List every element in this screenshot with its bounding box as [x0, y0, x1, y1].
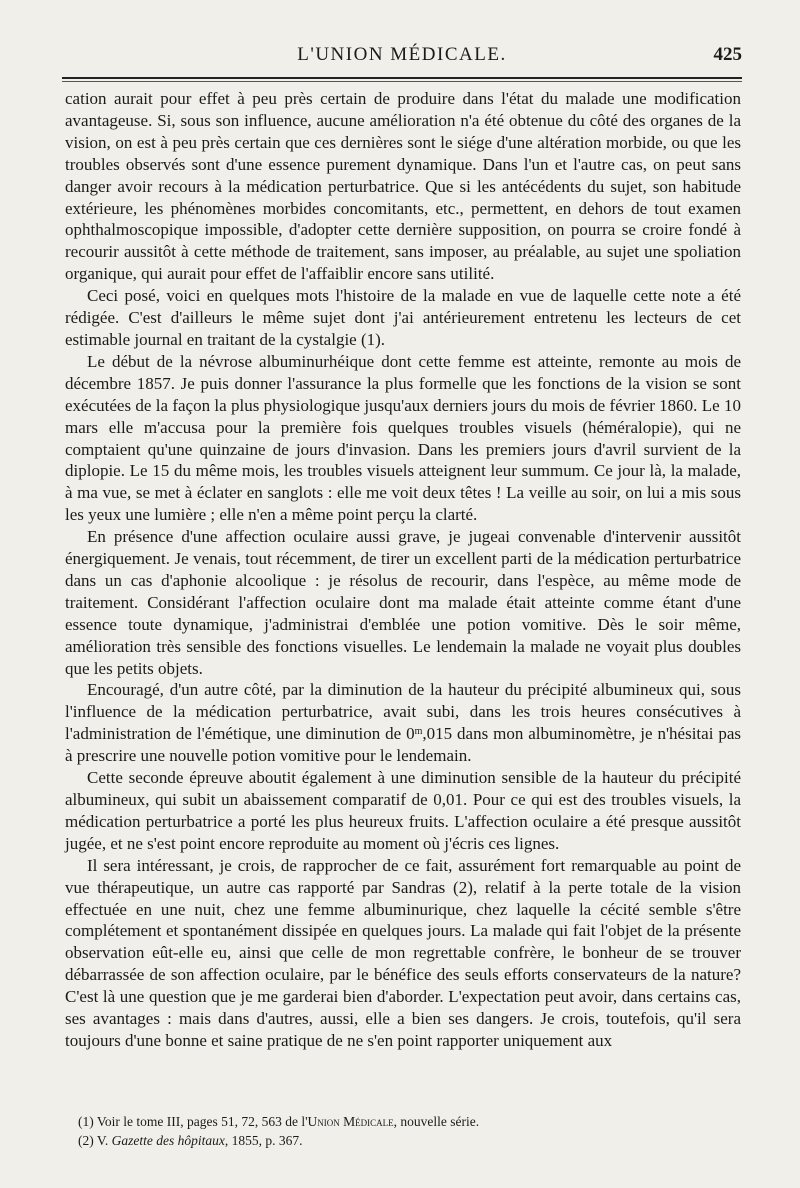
paragraph-text: ,015 dans mon albuminomètre, je n'hésitai pas à prescrire une nouvelle potion vomitive pour le lendemain.: [65, 724, 742, 766]
article-body: [65, 88, 741, 1052]
footnote-text: , nouvelle série.: [393, 1114, 480, 1129]
paragraph: En présence d'une affection oculaire aussi grave, je jugeai convenable d'intervenir aussitôt énergiquement. Je venais, tout récemment, de tirer un excellent parti de la médication perturbatrice dans un cas d'aphonie alcoolique : je résolus de recourir, dans l'espèce, au même mode de traitement. Considérant l'affection oculaire dont ma malade était atteinte comme étant d'une essence toute dynamique, j'administrai d'emblée une potion vomitive. Dès le soir même, amélioration très sensible des fonctions visuelles. Le lendemain la malade ne voyait plus doubles que les petits objets.: [65, 527, 741, 678]
paragraph: Il sera intéressant, je crois, de rapprocher de ce fait, assurément fort remarquable au point de vue thérapeutique, un autre cas rapporté par Sandras (2), relatif à la perte totale de la vision effectuée en une nuit, chez une femme albuminurique, chez laquelle la cécité semble s'être complétement et spontanément dissipée en quelques jours. La malade qui fait l'objet de la présente observation eût-elle eu, ainsi que celle de mon regrettable confrère, le bonheur de se trouver débarrassée de son affection oculaire, par le bénéfice des seuls efforts conservateurs de la nature? C'est là une question que je me garderai bien d'aborder. L'expectation peut avoir, dans certains cas, ses avantages : mais dans d'autres, aussi, elle a bien ses dangers. Je crois, toutefois, qu'il sera toujours d'une bonne et saine pratique de ne s'en point rapporter uniquement aux: [65, 855, 741, 1050]
header-rule: [62, 77, 742, 82]
footnotes: [78, 1112, 738, 1150]
footnote-text: V.: [96, 1133, 112, 1148]
footnote: [78, 1131, 738, 1150]
paragraph: Cette seconde épreuve aboutit également à une diminution sensible de la hauteur du précipité albumineux, qui subit un abaissement comparatif de 0,01. Pour ce qui est des troubles visuels, la médication perturbatrice a porté les plus heureux fruits. L'affection oculaire a été presque aussitôt jugée, et ne s'est point encore reproduite au moment où j'écris ces lignes.: [65, 768, 741, 853]
unit-superscript: m: [414, 726, 423, 738]
paragraph: Le début de la névrose albuminurhéique dont cette femme est atteinte, remonte au mois de décembre 1857. Je puis donner l'assurance la plus formelle que les fonctions de la vision se sont exécutées de la façon la plus physiologique jusqu'aux derniers jours du mois de février 1860. Le 10 mars elle m'accusa pour la première fois quelques troubles visuels (héméralopie), qui ne comptaient qu'une quinzaine de jours d'invasion. Dans les premiers jours d'avril survient de la diplopie. Le 15 du même mois, les troubles visuels atteignent leur summum. Ce jour là, la malade, à ma vue, se met à éclater en sanglots : elle me voit deux têtes ! La veille au soir, on lui a mis sous les yeux une lumière ; elle n'en a même point perçu la clarté.: [65, 351, 741, 525]
paragraph: Ceci posé, voici en quelques mots l'histoire de la malade en vue de laquelle cette note a été rédigée. C'est d'ailleurs le même sujet dont j'ai antérieurement entretenu les lecteurs de cet estimable journal en traitant de la cystalgie (1).: [65, 286, 741, 349]
page-header: [62, 44, 742, 74]
footnote-journal-name: Gazette des hôpitaux: [111, 1133, 225, 1148]
paragraph: [65, 679, 741, 767]
footnote-text: , 1855, p. 367.: [224, 1133, 303, 1148]
paragraph-text: Encouragé, d'un autre côté, par la diminution de la hauteur du précipité albumineux qui, sous l'influence de la médication perturbatrice, avait subi, dans les trois heures consécutives à l'administration de l'émétique, une diminution de 0: [65, 680, 741, 744]
running-title: L'UNION MÉDICALE.: [297, 44, 507, 65]
footnote-text: Voir le tome III, pages 51, 72, 563 de l': [96, 1114, 308, 1129]
footnote-journal-name: Union Médicale: [307, 1114, 394, 1129]
page-number: 425: [713, 44, 742, 65]
footnote-marker: (2): [78, 1133, 94, 1148]
paragraph: cation aurait pour effet à peu près certain de produire dans l'état du malade une modification avantageuse. Si, sous son influence, aucune amélioration n'a été obtenue du côté des organes de la vision, on est à peu près certain que ces dernières sont le siége d'une altération morbide, ou que les troubles observés sont d'une essence purement dynamique. Dans l'un et l'autre cas, on peut sans danger avoir recours à la médication perturbatrice. Que si les antécédents du sujet, son habitude extérieure, les phénomènes morbides concomitants, etc., permettent, en dehors de tout examen ophthalmoscopique impossible, d'adopter cette dernière supposition, on pourra se croire fondé à recourir aussitôt à cette méthode de traitement, sans imposer, au préalable, au sujet une spoliation organique, qui aurait pour effet de l'affaiblir encore sans utilité.: [65, 89, 741, 284]
footnote: [78, 1112, 738, 1131]
footnote-marker: (1): [78, 1114, 94, 1129]
